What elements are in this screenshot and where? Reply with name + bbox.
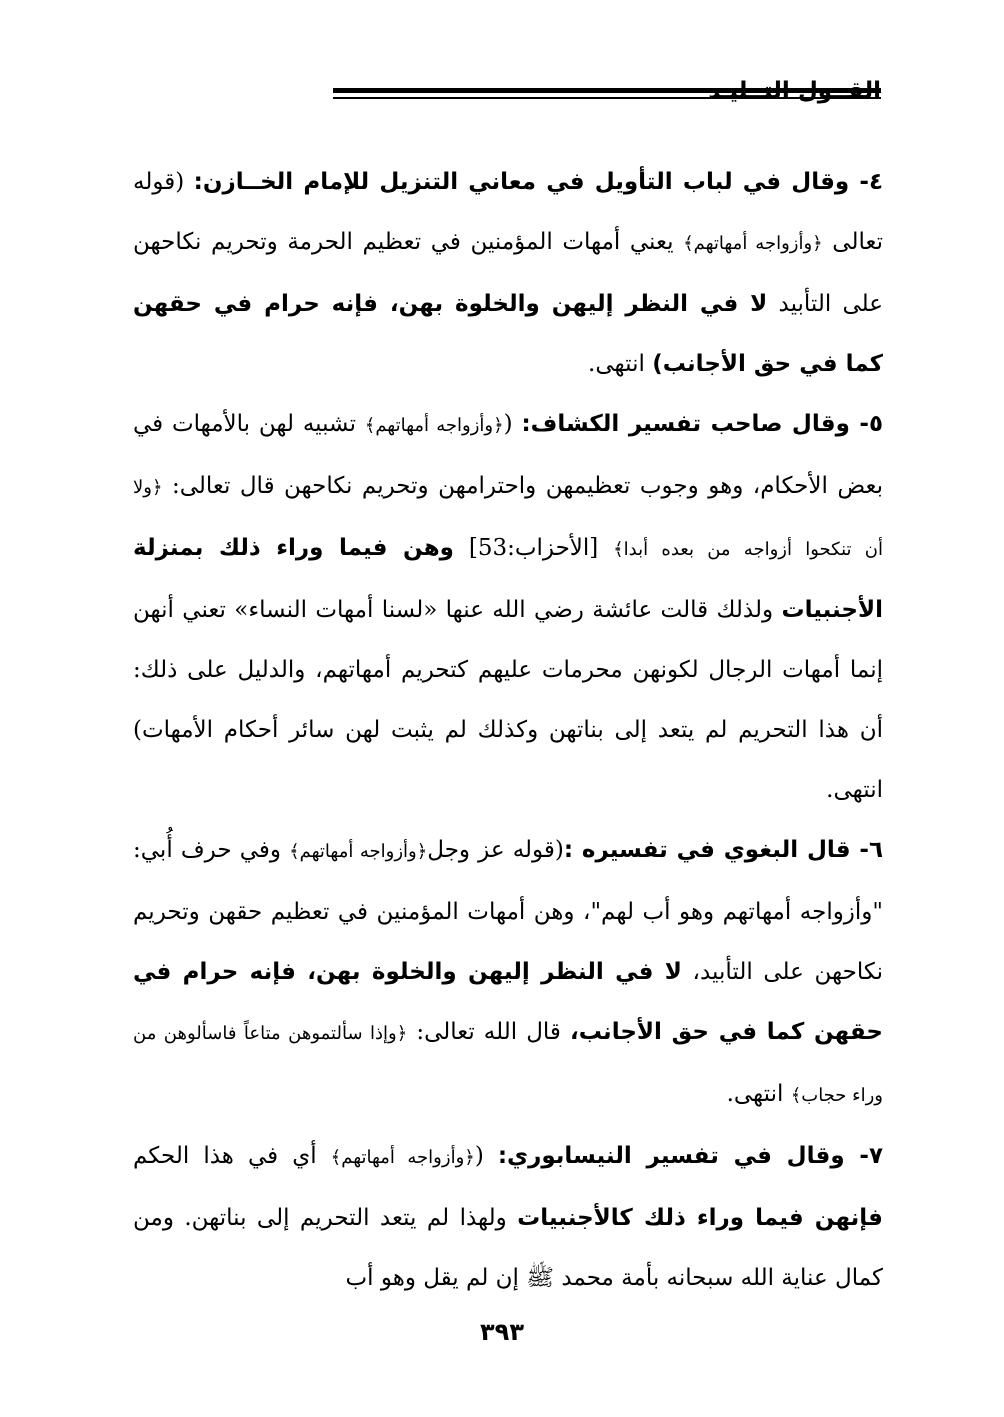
quran-quote: ﴿وأزواجه أمهاتهم﴾ (683, 233, 823, 254)
bold-text-run: فإنهن فيما وراء ذلك كالأجنبيات (517, 1205, 883, 1231)
text-run: ولهذا لم يتعد التحريم إلى بناتهن. ومن كمال عناية الله سبحانه بأمة محمد ﷺ إن لم يقل وهو أب (133, 1205, 883, 1291)
paragraph-6 (133, 820, 883, 1126)
paragraph-6-heading: ٦- قال البغوي في تفسيره : (563, 837, 884, 863)
quran-quote: ﴿وإذا سألتموهن متاعاً فاسألوهن من وراء حجاب﴾ (133, 1023, 883, 1106)
text-run: ( (503, 411, 522, 437)
text-run: ( (474, 1143, 498, 1169)
bold-text-run: لا في النظر إليهن والخلوة بهن، فإنه حرام في حقهن كما في حق الأجانب) (133, 291, 883, 377)
quran-quote: ﴿ولا أن تنكحوا أزواجه من بعده أبدا﴾ (133, 477, 883, 560)
quran-quote: ﴿وأزواجه أمهاتهم﴾ (364, 415, 504, 436)
quran-quote: ﴿وأزواجه أمهاتهم﴾ (289, 841, 428, 862)
header-rule-thick (333, 88, 881, 93)
text-run: انتهى. (588, 351, 653, 377)
paragraph-7-heading: ٧- وقال في تفسير النيسابوري: (497, 1143, 883, 1169)
text-run: ولذلك قالت عائشة رضي الله عنها «لسنا أمهات النساء» تعني أنهن إنما أمهات الرجال لكونهن محرمات عليهم كتحريم أمهاتهم، والدليل على ذلك: أن هذا التحريم لم يتعد إلى بناتهن وكذلك لم يثبت لهن سائر أحكام الأمهات) انتهى. (133, 597, 883, 803)
paragraph-4-heading: ٤- وقال في لباب التأويل في معاني التنزيل للإمام الخــازن: (193, 169, 883, 195)
header-rule-thin (333, 97, 881, 99)
paragraph-5-heading: ٥- وقال صاحب تفسير الكشاف: (521, 411, 883, 437)
page-body (133, 152, 883, 1308)
text-run: وفي حرف أُبي: "وأزواجه أمهاتهم وهو أب لهم"، وهن أمهات المؤمنين في تعظيم حقهن وتحريم نكاحهن على التأبيد، (133, 837, 883, 985)
bold-text-run: وهن فيما وراء ذلك بمنزلة الأجنبيات (133, 535, 883, 623)
text-run: أي في هذا الحكم (133, 1143, 331, 1169)
paragraph-7 (133, 1126, 883, 1308)
paragraph-4 (133, 152, 883, 394)
text-run: تشبيه لهن بالأمهات في بعض الأحكام، وهو وجوب تعظيمهن واحترامهن وتحريم نكاحهن قال تعالى: (133, 411, 883, 499)
text-run: يعني أمهات المؤمنين في تعظيم الحرمة وتحريم نكاحهن على التأبيد (133, 229, 883, 317)
bold-text-run: لا في النظر إليهن والخلوة بهن، فإنه حرام في حقهن كما في حق الأجانب، (133, 959, 883, 1045)
quran-quote: ﴿وأزواجه أمهاتهم﴾ (330, 1147, 475, 1168)
text-run: قال الله تعالى: (407, 1019, 570, 1045)
text-run: (قوله تعالى (133, 169, 883, 255)
text-run: انتهى. (726, 1081, 791, 1107)
verse-reference: [الأحزاب:53] (453, 535, 614, 561)
page-number: ٣٩٣ (480, 1318, 524, 1346)
text-run: (قوله عز وجل (427, 837, 564, 863)
page-header (133, 74, 881, 114)
paragraph-5 (133, 394, 883, 820)
